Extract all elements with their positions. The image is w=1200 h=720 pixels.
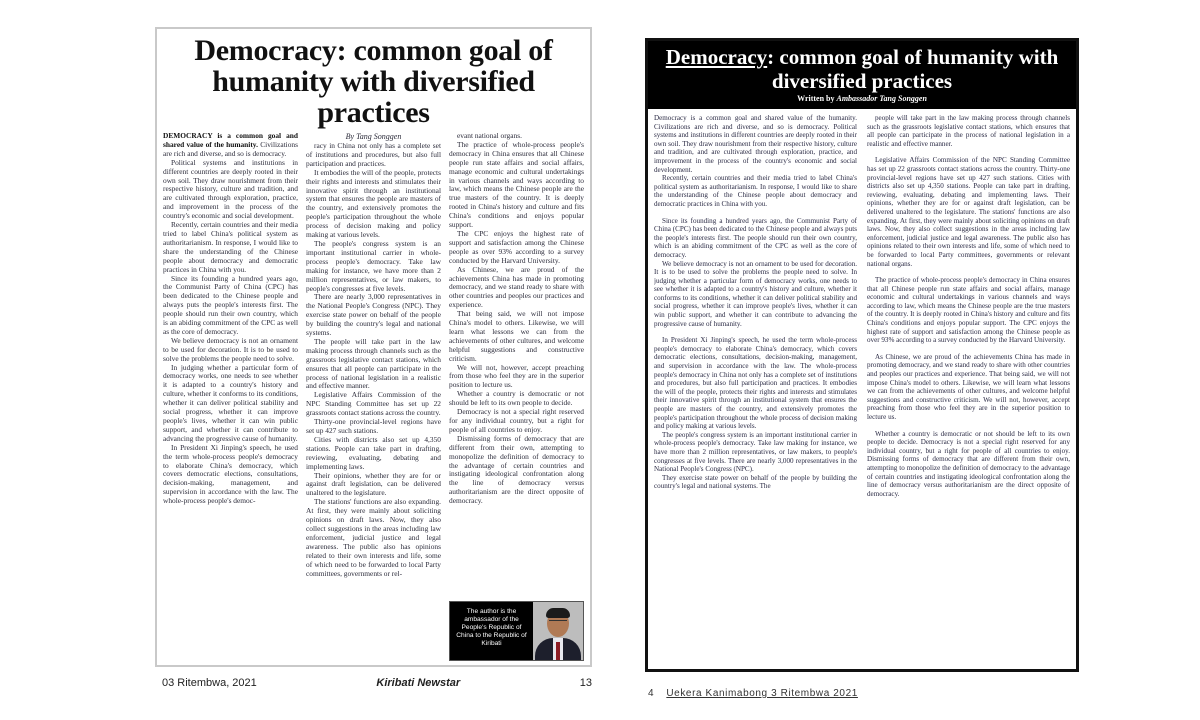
paragraph xyxy=(449,364,584,391)
paragraph xyxy=(449,310,584,363)
paragraph xyxy=(449,435,584,506)
paragraph xyxy=(654,114,857,174)
paragraph-text: As Chinese, we are proud of the achievements China has made in promoting democracy, and we stand ready to share with other countries and peoples our practices and experience. That being said, we will not impose China's model to others. Likewise, we will learn what lessons we can from the achievements of other cultures, and welcome helpful suggestions and constructive criticism. We will not, however, accept preaching from those who feel they are in the superior position to lecture us. xyxy=(867,352,1070,421)
right-title-rest: : common goal of humanity with diversified practices xyxy=(767,45,1059,93)
paragraph xyxy=(163,132,298,159)
paragraph-text: The CPC enjoys the highest rate of support and satisfaction among the Chinese people as over 93% according to a survey conducted by the Harvard University. xyxy=(449,228,584,265)
paragraph-text: Democracy is not a special right reserved for any individual country, but a right for people of all countries to enjoy. xyxy=(449,407,584,434)
paragraph xyxy=(306,169,441,240)
right-footer-publication: Uekera Kanimabong 3 Ritembwa 2021 xyxy=(666,688,858,699)
author-info-box xyxy=(449,601,584,661)
right-byline-author: Ambassador Tang Songgen xyxy=(836,94,927,103)
paragraph-text: Political systems and institutions in different countries are deeply rooted in their own soil. They draw nourishment from their respective history, culture and tradition, and are cultivated through exploration, practice, and improvement in the process of the country's economic and social development. xyxy=(163,157,298,221)
paragraph-text: The practice of whole-process people's democracy in China ensures that all Chinese people run state affairs and social affairs, manage economic and cultural undertakings in various channels and ways according to law, which means the Chinese people are the true masters of the country. It is deeply rooted in China's history and culture and fits China's conditions and enjoys popular support. The CPC enjoys the highest rate of support and satisfaction among the Chinese people as over 93% according to a survey conducted by the Harvard University. xyxy=(867,276,1070,345)
paragraph-text: Whether a country is democratic or not should be left to its own people to decide. Democracy is not a special right reserved for any individual country, but a right for people of all countries to enjoy. Dismissing forms of democracy that are different from their own, attempting to monopolize the definition of democracy to the advantage of certain countries and instigating ideological confrontation along the line of democracy versus authoritarianism are the direct opposite of democracy. xyxy=(867,429,1070,498)
paragraph-text: Recently, certain countries and their media tried to label China's political system as authoritarianism. In response, I would like to share the understanding of the Chinese people about democracy and democratic practices in China with you. xyxy=(654,174,857,208)
author-photo xyxy=(533,602,583,660)
paragraph-text: Civilizations are rich and diverse, and so is democracy. xyxy=(163,139,298,158)
paragraph-text: As Chinese, we are proud of the achievements China has made in promoting democracy, and we stand ready to share with other countries and peoples our practices and experience. xyxy=(449,264,584,310)
left-column-1-text xyxy=(163,132,298,661)
left-article-title: Democracy: common goal of humanity with diversified practices xyxy=(194,34,553,129)
paragraph xyxy=(867,430,1070,499)
paragraph xyxy=(306,293,441,338)
paragraph xyxy=(163,337,298,364)
paragraph-text: There are nearly 3,000 representatives in the National People's Congress (NPC). They exercise state power on behalf of the people by building the country's legal and national systems. xyxy=(306,292,441,338)
paragraph xyxy=(654,431,857,474)
paragraph xyxy=(654,217,857,260)
left-column-2 xyxy=(306,132,441,661)
left-column-3 xyxy=(449,132,584,661)
paragraph-text: The people's congress system is an important institutional carrier in whole-process people's democracy. Take law making for instance, we have more than 2 million representatives, or law makers, to people's congresses at five levels. There are nearly 3,000 representatives in the National People's Congress (NPC). xyxy=(654,430,857,474)
left-newspaper-page xyxy=(155,27,592,667)
paragraph-text: The people's congress system is an important institutional carrier in whole-process people's democracy. Take law making for instance, we have more than 2 million representatives, or law makers, to people's congresses at five levels. xyxy=(306,238,441,293)
paragraph-text: Democracy is a common goal and shared value of the humanity. Civilizations are rich and diverse, and so is democracy. Political systems and institutions in different countries are deeply rooted in their own soil. They draw nourishment from their respective history, culture and tradition, and are cultivated through exploration, practice, and improvement in the process of the country's economic and social development. xyxy=(654,114,857,174)
paragraph-text: Legislative Affairs Commission of the NPC Standing Committee has set up 22 grassroots contact stations across the country. xyxy=(306,390,441,418)
left-column-1 xyxy=(163,132,298,661)
paragraph-text: The practice of whole-process people's democracy in China ensures that all Chinese people run state affairs and social affairs, manage economic and cultural undertakings in various channels and ways according to law, which means the Chinese people are the true masters of the country. It is deeply rooted in China's history and culture and fits China's conditions and enjoys popular support. xyxy=(449,139,584,230)
paragraph-text: Recently, certain countries and their media tried to label China's political system as authoritarianism. In response, I would like to share the understanding of the Chinese people about democracy and democratic practices in China with you. xyxy=(163,220,298,274)
paragraph-text: Their opinions, whether they are for or against draft legislation, can be delivered unaltered to the legislature. xyxy=(306,470,441,498)
left-footer-publication: Kiribati Newstar xyxy=(376,677,461,689)
left-page-footer xyxy=(162,676,592,690)
paragraph-text: They exercise state power on behalf of the people by building the country's legal and national systems. The xyxy=(654,473,857,491)
author-photo-hair xyxy=(546,608,570,618)
paragraph-text: The people will take part in the law making process through channels such as the grassroots legislative contact stations, which ensures that all people can participate in the process of national legislation in a realistic and effective manner. xyxy=(306,336,441,391)
left-column-2-text xyxy=(306,142,441,661)
paragraph xyxy=(654,336,857,431)
paragraph-text: That being said, we will not impose China's model to others. Likewise, we will learn what lessons we can from the achievements of other cultures, and welcome helpful suggestions and constructive criticism. xyxy=(449,309,584,363)
paragraph-text: Since its founding a hundred years ago, the Communist Party of China (CPC) has been dedicated to the Chinese people and always puts the people's interests first. The people should run their own country, which is an abiding commitment of the CPC as well as the core of democracy. xyxy=(654,216,857,259)
author-caption: The author is the ambassador of the People's Republic of China to the Republic of Kiribati xyxy=(456,608,527,647)
paragraph xyxy=(449,266,584,311)
paragraph xyxy=(163,444,298,506)
paragraph xyxy=(867,353,1070,422)
paragraph xyxy=(306,436,441,472)
right-newspaper-page xyxy=(645,38,1079,672)
paragraph xyxy=(306,391,441,418)
paragraph-text: racy in China not only has a complete set of institutions and procedures, but also full participation and practices. xyxy=(306,142,441,168)
paragraph xyxy=(449,141,584,230)
paragraph-text: In judging whether a particular form of democracy works, one needs to see whether it is adapted to a country's history and culture, whether it conforms to its conditions, whether it can deliver political stability and social progress, whether it can improve people's lives, whether it can win public support, and whether it can contribute to advancing the progressive cause of humanity. xyxy=(163,362,298,443)
paragraph xyxy=(867,114,1070,148)
paragraph xyxy=(654,474,857,491)
paragraph xyxy=(306,142,441,169)
paragraph xyxy=(654,174,857,208)
right-byline-prefix: Written by xyxy=(797,94,837,103)
paragraph-text: Dismissing forms of democracy that are different from their own, attempting to monopolize the definition of democracy to the advantage of certain countries and instigating ideological confrontation along the line of democracy versus authoritarianism are the direct opposite of democracy. xyxy=(449,433,584,506)
right-column-1 xyxy=(654,114,857,665)
right-footer-page-number: 4 xyxy=(648,688,654,699)
paragraph xyxy=(163,364,298,444)
paragraph-text: The stations' functions are also expanding. At first, they were mainly about soliciting opinions on draft laws. Now, they also collect suggestions in the areas including law enforcement, judicial justice and legal awareness. The public also has opinions related to their own interests and life, some of which need to be forwarded to local Party committees, governments or rel- xyxy=(306,497,441,578)
right-title-underlined: Democracy xyxy=(665,45,768,69)
lead-text: DEMOCRACY is a common goal and shared value of the humanity. xyxy=(163,132,298,149)
author-photo-tie xyxy=(556,642,560,660)
paragraph-text: evant national organs. xyxy=(457,132,522,140)
right-article-title xyxy=(652,45,1072,93)
paragraph-text: Cities with districts also set up 4,350 stations. People can take part in drafting, reviewing, evaluating, debating and implementing laws. xyxy=(306,434,441,471)
paragraph-text: In President Xi Jinping's speech, he used the term whole-process people's democracy to elaborate China's democracy, which covers democratic elections, consultations, decision-making, management, and supervision in accordance with the law. The whole-process people's democ- xyxy=(163,442,298,506)
left-footer-page-number: 13 xyxy=(579,677,592,689)
paragraph xyxy=(867,156,1070,268)
paragraph xyxy=(306,418,441,436)
paragraph xyxy=(163,275,298,337)
author-photo-glasses xyxy=(549,620,567,625)
left-byline: By Tang Songgen xyxy=(345,132,402,141)
right-column-2 xyxy=(867,114,1070,665)
left-column-3-text xyxy=(449,132,584,597)
paragraph-text: Thirty-one provincial-level regions have set up 427 such stations. xyxy=(306,417,441,435)
paragraph-text: We believe democracy is not an ornament to be used for decoration. It is to be used to solve the problems the people need to solve. In judging whether a particular form of democracy works, one needs to see whether it is adapted to a country's history and culture, whether it conforms to its conditions, whether it can deliver political stability and social progress, whether it can improve people's lives, whether it can win public support, and whether it can contribute to advancing the progressive cause of humanity. xyxy=(654,259,857,328)
paragraph xyxy=(449,390,584,408)
paragraph xyxy=(867,276,1070,345)
paragraph xyxy=(306,240,441,293)
paragraph-text: It embodies the will of the people, protects their rights and interests and stimulates their innovative spirit through an institutional system that ensures the people are masters of the country, and extensively promotes the people's participation throughout the whole process of decision making and policy making at various levels. xyxy=(306,167,441,240)
paragraph xyxy=(654,260,857,329)
paragraph xyxy=(306,498,441,578)
paragraph-text: Legislative Affairs Commission of the NPC Standing Committee has set up 22 grassroots contact stations across the country. Thirty-one provincial-level regions have set up 427 such stations. Cities with districts also set up 4,350 stations. People can take part in drafting, reviewing, evaluating, debating and implementing laws. Their opinions, whether they are for or against draft legislation, can be delivered unaltered to the legislature. The stations' functions are also expanding. At first, they were mainly about soliciting opinions on draft laws. Now, they also collect suggestions in the areas including law enforcement, judicial justice and legal awareness. The public also has opinions related to their own interests and life, some of which need to be forwarded to local Party committees, governments or relevant national organs. xyxy=(867,156,1070,268)
paragraph xyxy=(449,230,584,266)
paragraph-text: Whether a country is democratic or not should be left to its own people to decide. xyxy=(449,389,584,408)
paragraph xyxy=(163,221,298,274)
paragraph-text: We will not, however, accept preaching from those who feel they are in the superior position to lecture us. xyxy=(449,362,584,390)
paragraph xyxy=(163,159,298,221)
paragraph-text: people will take part in the law making process through channels such as the grassroots legislative contact stations, which ensures that all people can participate in the process of national legislation in a realistic and effective manner. xyxy=(867,114,1070,148)
paragraph xyxy=(449,408,584,435)
right-article-header xyxy=(648,41,1076,109)
paragraph-text: In President Xi Jinping's speech, he used the term whole-process people's democracy to elaborate China's democracy, which covers democratic elections, consultations, decision-making, management, and supervision in accordance with the law. The whole-process people's democracy in China not only has a complete set of institutions and procedures, but also full participation and practices. It embodies the will of the people, protects their rights and interests and stimulates their innovative spirit through an institutional system that ensures the people are masters of the country, and extensively promotes the people's participation throughout the whole process of decision making and policy making at various levels. xyxy=(654,336,857,431)
paragraph-text: We believe democracy is not an ornament to be used for decoration. It is to be used to solve the problems the people need to solve. xyxy=(163,335,298,363)
left-article-columns xyxy=(163,132,584,661)
left-footer-date: 03 Ritembwa, 2021 xyxy=(162,677,257,689)
paragraph xyxy=(306,472,441,499)
right-article-columns xyxy=(654,114,1070,665)
paragraph xyxy=(306,338,441,391)
paragraph-text: Since its founding a hundred years ago, the Communist Party of China (CPC) has been dedicated to the Chinese people and always puts the people's interests first. The people should run their own country, which is an abiding commitment of the CPC as well as the core of democracy. xyxy=(163,273,298,336)
right-byline xyxy=(652,94,1072,104)
right-page-footer xyxy=(648,687,858,700)
